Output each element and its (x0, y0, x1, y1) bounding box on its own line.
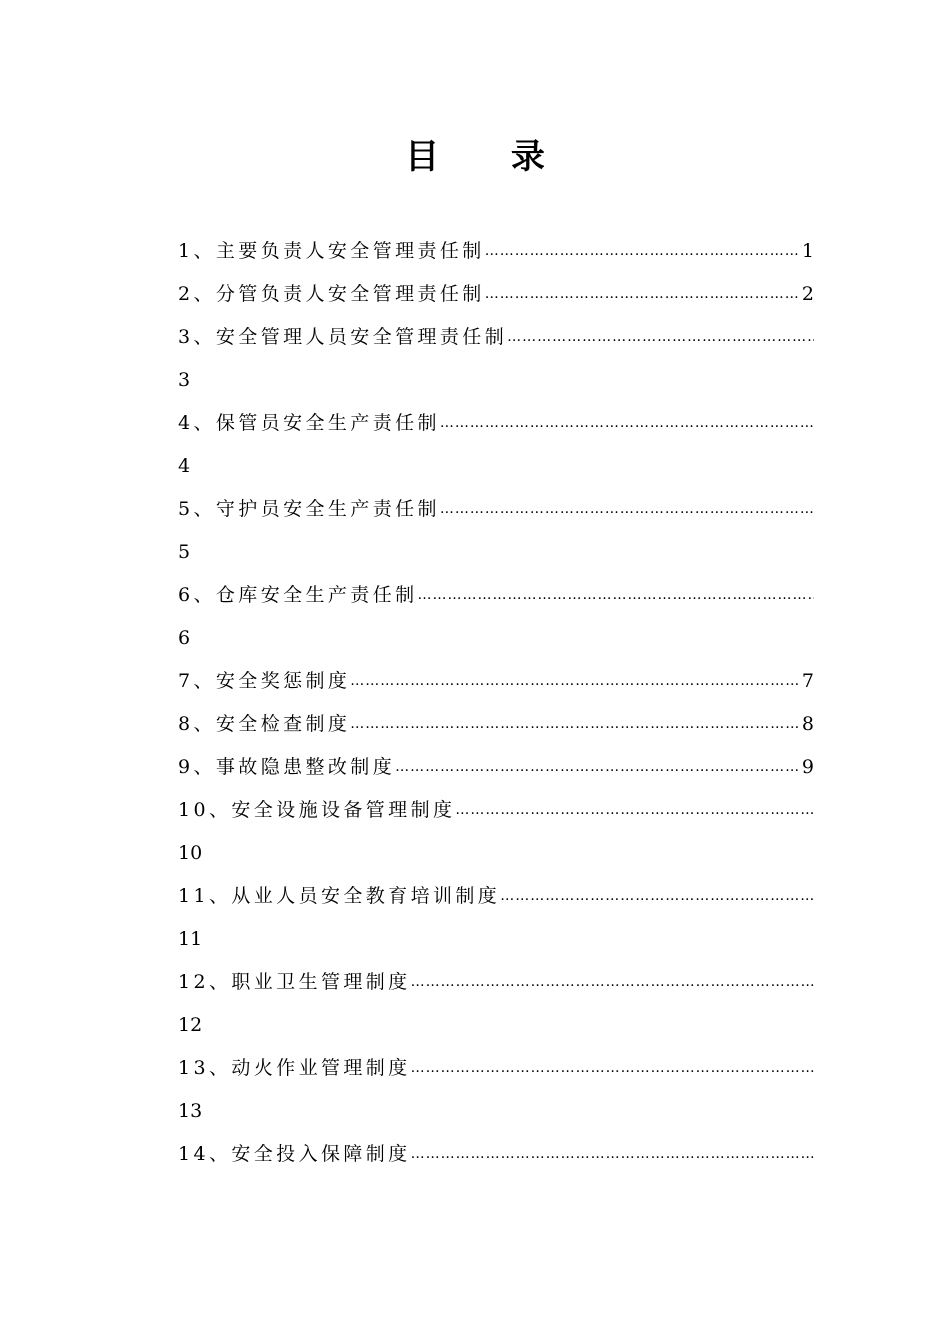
toc-entry-page: 13 (178, 1100, 203, 1122)
toc-entry-label: 5、守护员安全生产责任制 (178, 498, 440, 520)
toc-entry-label: 13、动火作业管理制度 (178, 1057, 411, 1079)
toc-entry[interactable] (178, 746, 814, 789)
toc-entry-page: 3 (178, 369, 191, 391)
toc-entry-label: 7、安全奖惩制度 (178, 670, 351, 692)
toc-entry-page: 7 (801, 670, 814, 692)
toc-entry[interactable] (178, 1047, 814, 1090)
toc-entry[interactable] (178, 875, 814, 918)
toc-leader-dots (395, 746, 801, 789)
toc-leader-dots (350, 703, 801, 746)
toc-entry-page: 6 (178, 627, 191, 649)
table-of-contents (178, 230, 814, 1176)
toc-entry-label: 4、保管员安全生产责任制 (178, 412, 440, 434)
toc-entry-label: 10、安全设施设备管理制度 (178, 799, 456, 821)
toc-entry[interactable] (178, 703, 814, 746)
toc-entry-page: 1 (801, 240, 814, 262)
toc-leader-dots (455, 789, 814, 832)
page-title: 目 录 (405, 137, 575, 177)
toc-leader-dots (411, 1133, 814, 1176)
toc-leader-dots (500, 875, 814, 918)
toc-entry[interactable] (178, 316, 814, 359)
toc-leader-dots (350, 660, 801, 703)
toc-entry-label: 6、仓库安全生产责任制 (178, 584, 418, 606)
toc-entry[interactable] (178, 660, 814, 703)
toc-entry[interactable] (178, 230, 814, 273)
toc-entry[interactable] (178, 402, 814, 445)
toc-entry-page: 11 (178, 928, 203, 950)
toc-entry-page: 4 (178, 455, 191, 477)
toc-leader-dots (440, 402, 814, 445)
toc-entry[interactable] (178, 961, 814, 1004)
toc-entry-label: 9、事故隐患整改制度 (178, 756, 396, 778)
toc-leader-dots (418, 574, 815, 617)
toc-entry[interactable] (178, 1133, 814, 1176)
toc-entry[interactable] (178, 488, 814, 531)
toc-entry-label: 1、主要负责人安全管理责任制 (178, 240, 485, 262)
toc-leader-dots (485, 230, 801, 273)
toc-entry-page: 2 (801, 283, 814, 305)
toc-leader-dots (507, 316, 814, 359)
toc-leader-dots (485, 273, 801, 316)
toc-entry-label: 11、从业人员安全教育培训制度 (178, 885, 501, 907)
toc-leader-dots (440, 488, 814, 531)
toc-entry-label: 8、安全检查制度 (178, 713, 351, 735)
toc-entry-label: 12、职业卫生管理制度 (178, 971, 411, 993)
toc-entry-page: 8 (801, 713, 814, 735)
toc-entry-label: 2、分管负责人安全管理责任制 (178, 283, 485, 305)
toc-leader-dots (411, 961, 814, 1004)
toc-entry-page: 12 (178, 1014, 203, 1036)
toc-entry-page: 9 (801, 756, 814, 778)
toc-entry[interactable] (178, 574, 814, 617)
toc-entry-label: 14、安全投入保障制度 (178, 1143, 411, 1165)
toc-entry-page: 10 (178, 842, 203, 864)
toc-entry[interactable] (178, 273, 814, 316)
toc-entry[interactable] (178, 789, 814, 832)
toc-entry-label: 3、安全管理人员安全管理责任制 (178, 326, 508, 348)
toc-entry-page: 5 (178, 541, 191, 563)
toc-leader-dots (411, 1047, 814, 1090)
